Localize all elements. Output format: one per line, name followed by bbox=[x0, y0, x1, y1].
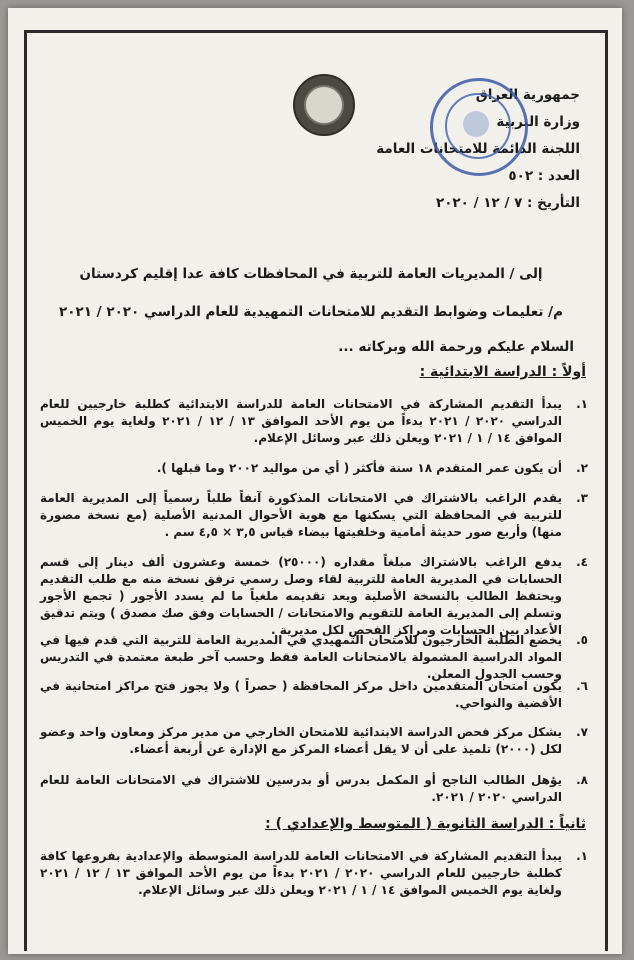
committee-stamp-icon bbox=[430, 78, 528, 176]
item-number: ٢. bbox=[576, 461, 588, 475]
item-number: ٥. bbox=[576, 633, 588, 647]
list-item bbox=[40, 396, 588, 447]
item-text: يبدأ التقديم المشاركة في الامتحانات العامة للدراسة الابتدائية كطلبة خارجيين للعام الدراسي ٢٠٢٠ / ٢٠٢١ بدءاً من يوم الأحد الموافق ١٣ / ١٢ / ٢٠٢١ ولغاية يوم الخميس الموافق ١٤ / ١ / ٢٠٢١ ويعلن ذلك عبر وسائل الإعلام. bbox=[40, 397, 562, 445]
item-text: يشكل مركز فحص الدراسة الابتدائية للامتحان الخارجي من مدير مركز ومعاون واحد وعضو لكل (٢٠٠٠) تلميذ على أن لا يقل أعضاء المركز مع الإدارة عن أربعة أعضاء. bbox=[40, 725, 562, 756]
subject-line: م/ تعليمات وضوابط التقديم للامتحانات التمهيدية للعام الدراسي ٢٠٢٠ / ٢٠٢١ bbox=[59, 304, 563, 320]
section-primary-title: أولاً : الدراسة الابتدائية : bbox=[419, 364, 586, 380]
reference-number: العدد : ٥٠٢ bbox=[508, 168, 580, 184]
list-item bbox=[40, 678, 588, 712]
item-text: يكون امتحان المتقدمين داخل مركز المحافظة ( حصراً ) ولا يجوز فتح مراكز امتحانية في الأقضية والنواحي. bbox=[40, 679, 562, 710]
item-text: يؤهل الطالب الناجح أو المكمل بدرس أو بدرسين للاشتراك في الامتحانات العامة للعام الدراسي ٢٠٢٠ / ٢٠٢١. bbox=[40, 773, 562, 804]
list-item bbox=[40, 724, 588, 758]
item-text: يقدم الراغب بالاشتراك في الامتحانات المذكورة آنفاً طلباً رسمياً إلى المديرية العامة للتربية في المحافظة التي يسكنها مع هوية الأحوال المدنية الأصلية (مع نسخة مصورة منها) وأربع صور حديثة أمامية وخلفيتها بيضاء قياس ٣,٥ × ٤,٥ سم . bbox=[40, 491, 562, 539]
item-number: ١. bbox=[576, 849, 588, 863]
list-item bbox=[40, 460, 588, 477]
letter-date: التأريخ : ٧ / ١٢ / ٢٠٢٠ bbox=[435, 195, 580, 211]
item-number: ٨. bbox=[576, 773, 588, 787]
ministry-emblem-icon bbox=[293, 74, 355, 136]
item-text: يدفع الراغب بالاشتراك مبلغاً مقداره (٢٥٠٠٠) خمسة وعشرون ألف دينار إلى قسم الحسابات في المديرية العامة للتربية لقاء وصل رسمي ترفق نسخة منه مع طلب التقديم ويحتفظ الطالب بالنسخة الأصلية ويعد تقديمه ملغياً ما لم يسدد الأجور ( تجمع الأجور وتسلم إلى المديرية العامة للتقويم والامتحانات / الحسابات وفق صك مصدق ) ويتم تدقيق الأعداد بين الحسابات ومراكز الفحص لكل مديرية . bbox=[40, 555, 563, 637]
item-number: ١. bbox=[576, 397, 588, 411]
item-number: ٧. bbox=[576, 725, 588, 739]
item-text: يخضع الطلبة الخارجيون للامتحان التمهيدي في المديرية العامة للتربية التي قدم فيها في المواد الدراسية المشمولة بالامتحانات العامة فقط وحسب آخر طبعة معتمدة في التدريس وحسب الجدول المعلن. bbox=[40, 633, 562, 681]
item-text: أن يكون عمر المتقدم ١٨ سنة فأكثر ( أي من مواليد ٢٠٠٢ وما قبلها ). bbox=[156, 461, 562, 475]
official-letter bbox=[28, 34, 594, 948]
item-text: يبدأ التقديم المشاركة في الامتحانات العامة للدراسة المتوسطة والإعدادية بفروعها كافة كطلبة خارجيين للعام الدراسي ٢٠٢٠ / ٢٠٢١ بدءاً من يوم الأحد الموافق ١٣ / ١٢ / ٢٠٢١ ولغاية يوم الخميس الموافق ١٤ / ١ / ٢٠٢١ ويعلن ذلك عبر وسائل الإعلام. bbox=[40, 849, 562, 897]
committee-name: اللجنة الدائمة للامتحانات العامة bbox=[376, 141, 580, 157]
list-item bbox=[40, 632, 588, 683]
list-item bbox=[40, 772, 588, 806]
ministry-name: وزارة التربية bbox=[496, 114, 580, 130]
item-number: ٤. bbox=[576, 555, 588, 569]
republic-name: جمهورية العراق bbox=[475, 87, 580, 103]
greeting: السلام عليكم ورحمة الله وبركاته ... bbox=[338, 339, 574, 355]
list-item bbox=[40, 554, 588, 639]
item-number: ٦. bbox=[576, 679, 588, 693]
section-secondary-title: ثانياً : الدراسة الثانوية ( المتوسط والإعدادي ) : bbox=[265, 816, 586, 832]
list-item bbox=[40, 490, 588, 541]
item-number: ٣. bbox=[576, 491, 588, 505]
recipient-line: إلى / المديريات العامة للتربية في المحافظات كافة عدا إقليم كردستان bbox=[79, 266, 543, 282]
list-item bbox=[40, 848, 588, 899]
